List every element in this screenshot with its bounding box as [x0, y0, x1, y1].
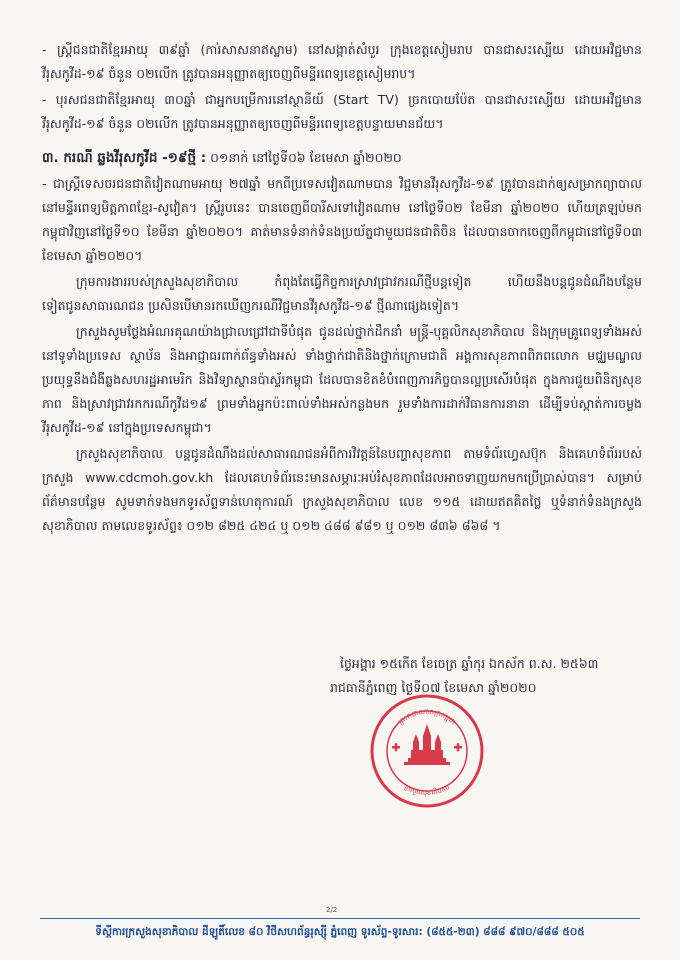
paragraph-investigation: ក្រុមការងាររបស់ក្រសួងសុខាភិបាល កំពុងតែធ្វើកិច្ចការស្រាវជ្រាវករណីថ្មីបន្តទៀត ហើយនឹងបន្តជូនដំណឹងបន្ថែមទៀតជូនសាធារណជន ប្រសិនបើមានរកឃើញករណីវិជ្ជមានវីរុសកូវីដ-១៩ ថ្មីណាផ្សេងទៀត។: [42, 274, 642, 313]
recovered-case-bullet-2: - បុរសជនជាតិខ្មែរអាយុ ៣០ឆ្នាំ ជាអ្នកបម្រើការនៅស្ថានីយ៍ (Start TV) ច្រកបោយប៉ែត បានជាសះស្បើយ ដោយអវិជ្ជមានវីរុសកូវីដ-១៩ ចំនួន ០២លើក ត្រូវបានអនុញ្ញាតឲ្យចេញពីមន្ទីរពេទ្យខេត្តបន្ទាយមានជ័យ។: [42, 92, 642, 131]
new-case-bullet: - ជាស្ត្រីទេសចរជនជាតិវៀតណាមអាយុ ២៧ឆ្នាំ មកពីប្រទេសវៀតណាមបាន វិជ្ជមានវីរុសកូវីដ-១៩ ត្រូវបានដាក់ឲ្យសម្រាកព្យាបាលនៅមន្ទីរពេទ្យមិត្តភាពខ្មែរ-សូវៀត។ ស្ត្រីរូបនេះ បានចេញពីបារីសទៅវៀតណាម នៅថ្ងៃទី០២ ខែមីនា ឆ្នាំ២០២០ ហើយត្រឡប់មកកម្ពុជាវិញនៅថ្ងៃទី១០ ខែមីនា ឆ្នាំ២០២០។ គាត់មានទំនាក់ទំនងប្រយ័ត្នជាមួយជនជាតិចិន ដែលបានចាកចេញពីកម្ពុជានៅថ្ងៃទី០៣ ខែមេសា ឆ្នាំ២០២០។: [42, 176, 642, 263]
new-case-heading-bold: ៣. ករណី ឆ្លងវីរុសកូវីដ -១៩ថ្មី :: [42, 150, 207, 166]
solar-date-line: រាជធានីភ្នំពេញ ថ្ងៃទី០៧ ខែមេសា ឆ្នាំ២០២០: [330, 680, 537, 695]
footer-address: ទីស្តីការក្រសួងសុខាភិបាល ដីឡូតិ៍លេខ ៨០ វិថីសហព័ន្ធរុស្ស៊ី ភ្នំពេញ ទូរស័ព្ទ-ទូរសារ: (៨៥៥-២៣) ៨៨៨ ៩៧០/៨៨៨ ៥០៥: [95, 926, 585, 938]
stamp-bottom-text: ក្រសួងសុខាភិបាល: [402, 782, 452, 798]
ministry-seal-stamp: [368, 692, 486, 810]
footer-divider: [40, 918, 640, 919]
new-case-heading-rest: ០១នាក់ នៅថ្ងៃទី០៦ ខែមេសា ឆ្នាំ២០២០: [206, 150, 402, 165]
page-number: 2/2: [326, 906, 338, 914]
new-case-heading: [42, 146, 642, 170]
paragraph-thanks: ក្រសួងសូមថ្លែងអំណរគុណយ៉ាងជ្រាលជ្រៅជាទីបំផុត ជូនដល់ថ្នាក់ដឹកនាំ មន្ត្រី-បុគ្គលិកសុខាភិបាល និងក្រុមគ្រូពេទ្យទាំងអស់នៅទូទាំងប្រទេស ស្ថាប័ន និងអាជ្ញាធរពាក់ព័ន្ធទាំងអស់ ទាំងថ្នាក់ជាតិនិងថ្នាក់ក្រោមជាតិ អង្គការសុខភាពពិភពលោក មជ្ឈមណ្ឌលប្រយុទ្ធនឹងជំងឺឆ្លងសហរដ្ឋអាមេរិក និងវិទ្យាស្ថានប៉ាស្ទ័រកម្ពុជា ដែលបានខិតខំបំពេញភារកិច្ចបានល្អប្រសើរបំផុត ក្នុងការជួយពិនិត្យសុខភាព និងស្រាវជ្រាវរកករណីកូវីដ១៩ ព្រមទាំងអ្នកប៉ះពាល់ទាំងអស់កន្លងមក រួមទាំងការដាក់វិធានការនានា ដើម្បីទប់ស្កាត់ការចម្លងវីរុសកូវីដ-១៩ នៅក្នុងប្រទេសកម្ពុជា។: [42, 324, 642, 435]
lunar-date-line: ថ្ងៃអង្គារ ១៥កើត ខែចេត្រ ឆ្នាំកុរ ឯកស័ក ព.ស. ២៥៦៣: [340, 656, 599, 671]
recovered-case-bullet-1: - ស្ត្រីជនជាតិខ្មែរអាយុ ៣៩ឆ្នាំ (ការ់សាសនាឥស្លាម) នៅសង្កាត់សំបួរ ក្រុងខេត្តសៀមរាប បានជាសះស្បើយ ដោយអវិជ្ជមានវីរុសកូវីដ-១៩ ចំនួន ០២លើក ត្រូវបានអនុញ្ញាតឲ្យចេញពីមន្ទីរពេទ្យខេត្តសៀមរាប។: [42, 42, 642, 81]
angkor-temple-icon: [404, 724, 450, 765]
paragraph-contact: ក្រសួងសុខាភិបាល បន្តជូនដំណឹងដល់សាធារណជនអំពីការវិវត្តន៍នៃបញ្ហាសុខភាព តាមទំព័រហ្វេសប៊ុក និងគេហទំព័ររបស់ក្រសួង www.cdcmoh.gov.kh ដែលគេហទំព័រនេះមានសម្ភារៈអប់រំសុខភាពដែលអាចទាញយកមកប្រើប្រាស់បាន។ សម្រាប់ព័ត៌មានបន្ថែម សូមទាក់ទងមកទូរស័ព្ទទាន់ហេតុការណ៍ ក្រសួងសុខាភិបាល លេខ ១១៥ ដោយឥតគិតថ្លៃ ឬទំនាក់ទំនងក្រសួងសុខាភិបាល តាមលេខទូរស័ព្ទ៖ ០១២ ៨២៥ ៤២៤ ឬ ០១២ ៤៨៨ ៩៨១ ឬ ០១២ ៨៣៦ ៨៦៨ ។: [42, 446, 642, 533]
stamp-top-text: ព្រះរាជាណាចក្រកម្ពុជា: [396, 707, 458, 727]
document-body: [42, 38, 642, 540]
